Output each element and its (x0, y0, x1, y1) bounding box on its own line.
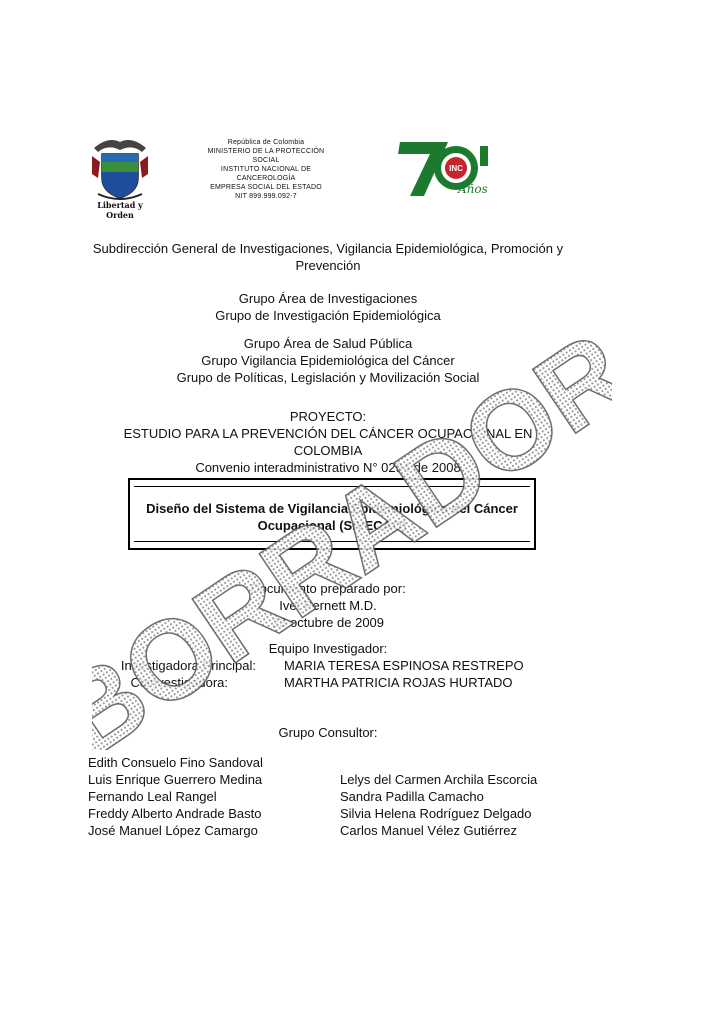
consultant-name: Sandra Padilla Camacho (340, 789, 484, 804)
colombia-coat-of-arms-logo (88, 134, 152, 220)
public-health-groups (88, 335, 568, 386)
group-line: Grupo de Investigación Epidemiológica (215, 308, 441, 323)
consultant-name: José Manuel López Camargo (88, 823, 258, 838)
principal-investigator-name: MARIA TERESA ESPINOSA RESTREPO (284, 658, 524, 673)
consultant-name: Freddy Alberto Andrade Basto (88, 806, 262, 821)
consultants-left-column (88, 754, 263, 839)
ministry-line: EMPRESA SOCIAL DEL ESTADO (210, 184, 322, 191)
prepared-author: Ivet Pernett M.D. (279, 598, 377, 613)
investigation-groups (88, 290, 568, 324)
project-agreement: Convenio interadministrativo N° 0294 de 2008 (195, 460, 461, 475)
logo-letters: INC (449, 164, 463, 173)
project-title-line1: ESTUDIO PARA LA PREVENCIÓN DEL CÁNCER OCUPACIONAL EN (123, 426, 533, 441)
subdirection-heading (88, 240, 568, 274)
consultant-name: Fernando Leal Rangel (88, 789, 217, 804)
ministry-line: República de Colombia (227, 139, 305, 146)
consultants-right-column (340, 771, 537, 839)
subdirection-line: Subdirección General de Investigaciones, Vigilancia Epidemiológica, Promoción y (92, 241, 564, 256)
consultant-name: Edith Consuelo Fino Sandoval (88, 755, 263, 770)
group-line: Grupo Vigilancia Epidemiológica del Cáncer (201, 353, 455, 368)
ministry-line: NIT 899.999.092-7 (235, 193, 297, 200)
document-title-line: Ocupacional (SIVECAO) (257, 518, 407, 533)
prepared-date: 23 octubre de 2009 (271, 615, 385, 630)
consultant-name: Silvia Helena Rodríguez Delgado (340, 806, 532, 821)
document-title-line: Diseño del Sistema de Vigilancia Epidemiológica del Cáncer (146, 501, 518, 516)
project-section (88, 408, 568, 476)
group-line: Grupo Área de Investigaciones (238, 291, 418, 306)
consultant-group-label: Grupo Consultor: (278, 725, 378, 740)
anniversary-word: Años (458, 182, 488, 196)
anniversary-70-logo (398, 136, 498, 200)
research-team-label: Equipo Investigador: (268, 641, 388, 656)
consultant-name: Lelys del Carmen Archila Escorcia (340, 772, 538, 787)
ministry-text-block (196, 138, 336, 201)
ministry-line: MINISTERIO DE LA PROTECCIÓN SOCIAL (207, 148, 325, 164)
co-investigator-label: Coinvestigadora: (130, 675, 228, 690)
document-title (140, 500, 524, 534)
watermark-text: BORRADOR (92, 330, 612, 750)
prepared-label: Documento preparado por: (250, 581, 406, 596)
co-investigator-name: MARTHA PATRICIA ROJAS HURTADO (284, 675, 513, 690)
shield-caption: Libertad y Orden (97, 200, 143, 220)
group-line: Grupo de Políticas, Legislación y Movilización Social (176, 370, 480, 385)
prepared-by-section (88, 580, 568, 631)
project-label: PROYECTO: (289, 409, 367, 424)
ministry-line: INSTITUTO NACIONAL DE CANCEROLOGÍA (220, 166, 312, 182)
consultant-name: Carlos Manuel Vélez Gutiérrez (340, 823, 518, 838)
principal-investigator-label: Investigadora Principal: (120, 658, 256, 673)
subdirection-line: Prevención (295, 258, 361, 273)
consultant-name: Luis Enrique Guerrero Medina (88, 772, 263, 787)
group-line: Grupo Área de Salud Pública (243, 336, 413, 351)
project-title-line2: COLOMBIA (293, 443, 363, 458)
